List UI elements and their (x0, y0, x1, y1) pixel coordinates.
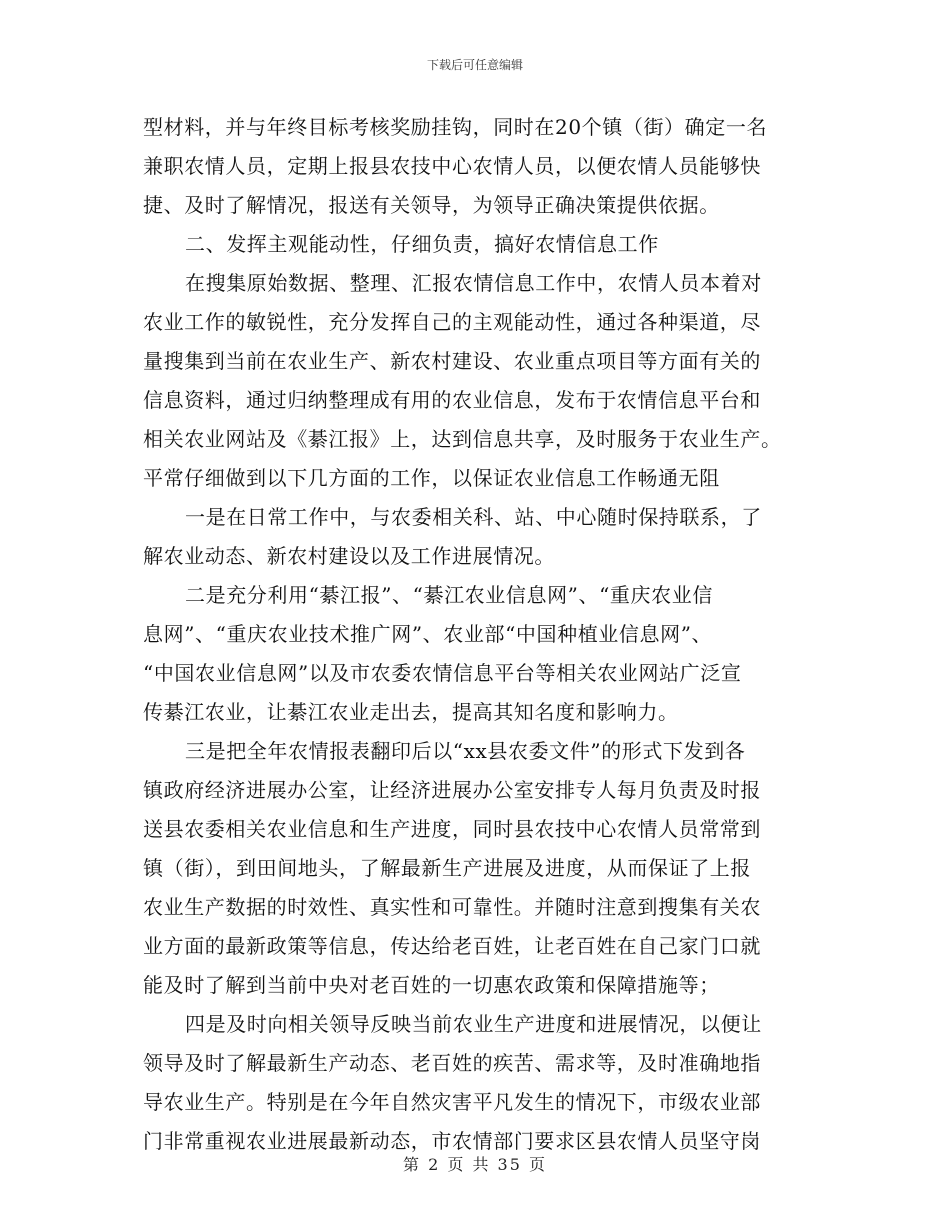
text-line: 量搜集到当前在农业生产、新农村建设、农业重点项目等方面有关的 (143, 349, 761, 373)
text-line: 农业生产数据的时效性、真实性和可靠性。并随时注意到搜集有关农 (143, 895, 761, 919)
text-line: 三是把全年农情报表翻印后以“xx县农委文件”的形式下发到各 (185, 739, 746, 763)
text-line: 二是充分利用“綦江报”、“綦江农业信息网”、“重庆农业信 (185, 583, 713, 607)
text-line: 门非常重视农业进展最新动态，市农情部门要求区县农情人员坚守岗 (143, 1129, 761, 1153)
text-line: “中国农业信息网”以及市农委农情信息平台等相关农业网站广泛宣 (143, 661, 742, 685)
text-line: 相关农业网站及《綦江报》上，达到信息共享，及时服务于农业生产。 (143, 427, 782, 451)
text-line: 一是在日常工作中，与农委相关科、站、中心随时保持联系，了 (185, 505, 762, 529)
text-line: 业方面的最新政策等信息，传达给老百姓，让老百姓在自己家门口就 (143, 934, 761, 958)
text-line: 息网”、“重庆农业技术推广网”、农业部“中国种植业信息网”、 (143, 622, 713, 646)
text-line: 兼职农情人员，定期上报县农技中心农情人员，以便农情人员能够快 (143, 154, 761, 178)
page-header: 下载后可任意编辑 (426, 58, 523, 72)
document-body (143, 108, 813, 1161)
text-line: 送县农委相关农业信息和生产进度，同时县农技中心农情人员常常到 (143, 817, 761, 841)
text-line: 传綦江农业，让綦江农业走出去，提高其知名度和影响力。 (143, 700, 679, 724)
text-line: 型材料，并与年终目标考核奖励挂钩，同时在20个镇（街）确定一名 (143, 115, 768, 139)
text-line: 导农业生产。特别是在今年自然灾害平凡发生的情况下，市级农业部 (143, 1090, 761, 1114)
text-line: 四是及时向相关领导反映当前农业生产进度和进展情况，以便让 (185, 1012, 762, 1036)
text-line: 二、发挥主观能动性，仔细负责，搞好农情信息工作 (185, 232, 659, 256)
page-footer: 第 2 页 共 35 页 (403, 1155, 547, 1174)
text-line: 农业工作的敏锐性，充分发挥自己的主观能动性，通过各种渠道，尽 (143, 310, 761, 334)
text-line: 镇（街），到田间地头，了解最新生产进展及进度，从而保证了上报 (143, 856, 751, 880)
text-line: 领导及时了解最新生产动态、老百姓的疾苦、需求等，及时准确地指 (143, 1051, 761, 1075)
text-line: 能及时了解到当前中央对老百姓的一切惠农政策和保障措施等； (143, 973, 720, 997)
text-line: 捷、及时了解情况，报送有关领导，为领导正确决策提供依据。 (143, 193, 720, 217)
text-line: 在搜集原始数据、整理、汇报农情信息工作中，农情人员本着对 (185, 271, 762, 295)
text-line: 信息资料，通过归纳整理成有用的农业信息，发布于农情信息平台和 (143, 388, 761, 412)
text-line: 解农业动态、新农村建设以及工作进展情况。 (143, 544, 555, 568)
text-line: 镇政府经济进展办公室，让经济进展办公室安排专人每月负责及时报 (143, 778, 761, 802)
text-line: 平常仔细做到以下几方面的工作，以保证农业信息工作畅通无阻 (143, 466, 720, 490)
